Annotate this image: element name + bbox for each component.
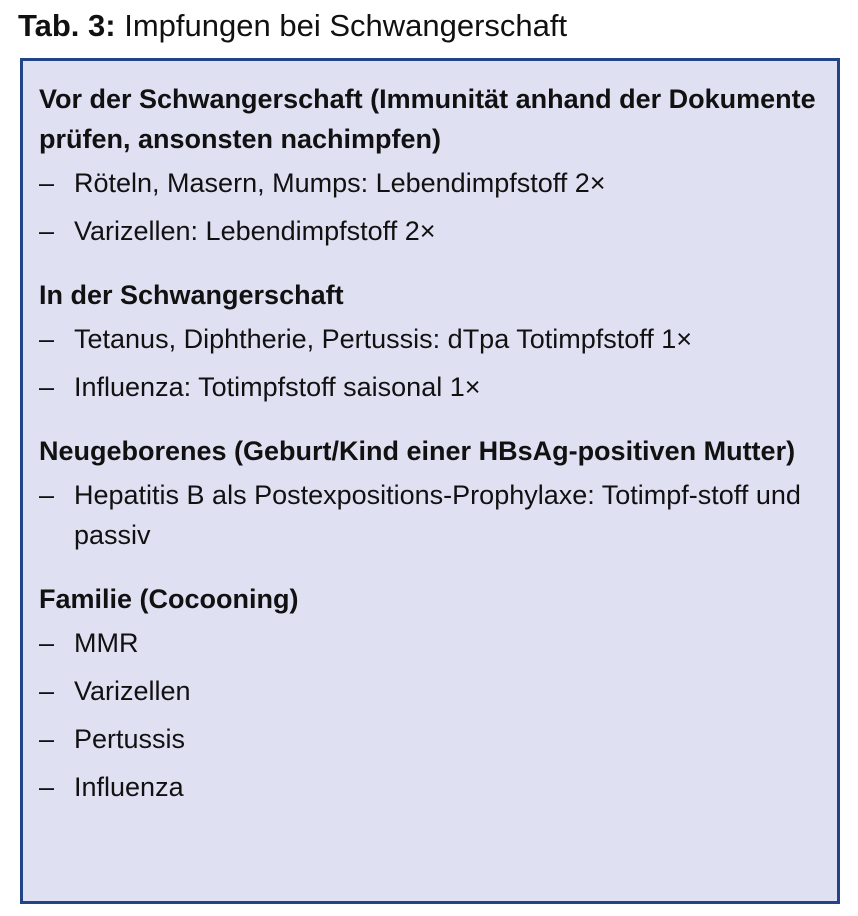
item-text: Varizellen: Lebendimpfstoff 2×	[74, 216, 436, 246]
item-list	[39, 623, 827, 807]
item-text: Hepatitis B als Postexpositions-Prophylaxe: Totimpf-stoff und passiv	[74, 480, 801, 550]
dash-bullet: –	[39, 372, 55, 402]
section-title: Familie (Cocooning)	[39, 584, 299, 614]
item-list	[39, 163, 827, 251]
list-item	[39, 367, 827, 407]
dash-bullet: –	[39, 676, 55, 706]
list-item	[39, 163, 827, 203]
section-during-pregnancy	[39, 275, 827, 407]
table-title: Impfungen bei Schwangerschaft	[124, 8, 568, 43]
item-text: Influenza	[74, 772, 184, 802]
section-newborn	[39, 431, 827, 555]
dash-bullet: –	[39, 168, 55, 198]
list-item	[39, 475, 827, 555]
item-list	[39, 475, 827, 555]
dash-bullet: –	[39, 480, 55, 510]
dash-bullet: –	[39, 216, 55, 246]
section-title: Vor der Schwangerschaft (Immunität anhand der Dokumente prüfen, ansonsten nachimpfen)	[39, 84, 816, 154]
item-text: Pertussis	[74, 724, 186, 754]
list-item	[39, 671, 827, 711]
section-before-pregnancy	[39, 79, 827, 251]
section-title: Neugeborenes (Geburt/Kind einer HBsAg-positiven Mutter)	[39, 436, 796, 466]
list-item	[39, 623, 827, 663]
item-text: Tetanus, Diphtherie, Pertussis: dTpa Totimpfstoff 1×	[74, 324, 693, 354]
table-box	[20, 58, 840, 904]
dash-bullet: –	[39, 724, 55, 754]
item-text: Varizellen	[74, 676, 191, 706]
dash-bullet: –	[39, 324, 55, 354]
list-item	[39, 319, 827, 359]
dash-bullet: –	[39, 628, 55, 658]
section-family-cocooning	[39, 579, 827, 807]
item-text: Influenza: Totimpfstoff saisonal 1×	[74, 372, 481, 402]
list-item	[39, 719, 827, 759]
item-text: Röteln, Masern, Mumps: Lebendimpfstoff 2×	[74, 168, 606, 198]
table-caption	[18, 6, 567, 46]
list-item	[39, 767, 827, 807]
table-number: Tab. 3:	[18, 8, 116, 43]
dash-bullet: –	[39, 772, 55, 802]
item-list	[39, 319, 827, 407]
item-text: MMR	[74, 628, 139, 658]
list-item	[39, 211, 827, 251]
section-title: In der Schwangerschaft	[39, 280, 344, 310]
table-content	[39, 79, 827, 831]
